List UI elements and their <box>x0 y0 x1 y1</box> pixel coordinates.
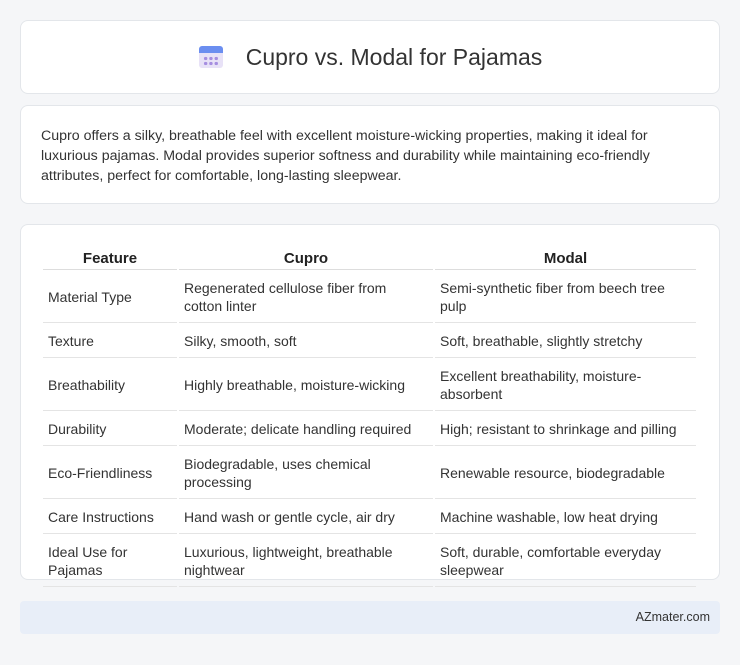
intro-card <box>20 105 720 204</box>
feature-cell: Texture <box>43 325 177 358</box>
cupro-cell: Silky, smooth, soft <box>179 325 433 358</box>
header-feature: Feature <box>43 247 177 270</box>
feature-cell: Durability <box>43 413 177 446</box>
modal-cell: Soft, durable, comfortable everyday sleepwear <box>435 536 696 587</box>
page-title: Cupro vs. Modal for Pajamas <box>245 43 543 70</box>
modal-cell: Soft, breathable, slightly stretchy <box>435 325 696 358</box>
modal-cell: Renewable resource, biodegradable <box>435 448 696 499</box>
feature-cell: Care Instructions <box>43 501 177 534</box>
title-wrap <box>198 44 543 71</box>
cupro-cell: Highly breathable, moisture-wicking <box>179 360 433 411</box>
modal-cell: Semi-synthetic fiber from beech tree pulp <box>435 272 696 323</box>
footer <box>20 601 720 634</box>
cupro-cell: Hand wash or gentle cycle, air dry <box>179 501 433 534</box>
title-card <box>20 20 720 94</box>
feature-cell: Material Type <box>43 272 177 323</box>
feature-cell: Breathability <box>43 360 177 411</box>
table-header-row <box>43 247 696 270</box>
table-row <box>43 448 696 499</box>
cupro-cell: Biodegradable, uses chemical processing <box>179 448 433 499</box>
cupro-cell: Moderate; delicate handling required <box>179 413 433 446</box>
table-row <box>43 536 696 587</box>
table-row <box>43 360 696 411</box>
comparison-table <box>41 245 698 589</box>
modal-cell: Machine washable, low heat drying <box>435 501 696 534</box>
comparison-card <box>20 224 720 580</box>
table-row <box>43 272 696 323</box>
modal-cell: Excellent breathability, moisture-absorbent <box>435 360 696 411</box>
calendar-icon <box>198 44 224 70</box>
table-row <box>43 325 696 358</box>
cupro-cell: Regenerated cellulose fiber from cotton linter <box>179 272 433 323</box>
table-row <box>43 413 696 446</box>
cupro-cell: Luxurious, lightweight, breathable nightwear <box>179 536 433 587</box>
modal-cell: High; resistant to shrinkage and pilling <box>435 413 696 446</box>
feature-cell: Ideal Use for Pajamas <box>43 536 177 587</box>
feature-cell: Eco-Friendliness <box>43 448 177 499</box>
header-cupro: Cupro <box>179 247 433 270</box>
intro-text: Cupro offers a silky, breathable feel with excellent moisture-wicking properties, making it ideal for luxurious pajamas. Modal provides superior softness and durability while maintaining eco-friendly attributes, perfect for comfortable, long-lasting sleepwear. <box>41 128 650 184</box>
header-modal: Modal <box>435 247 696 270</box>
footer-brand[interactable]: AZmater.com <box>635 610 710 624</box>
table-row <box>43 501 696 534</box>
